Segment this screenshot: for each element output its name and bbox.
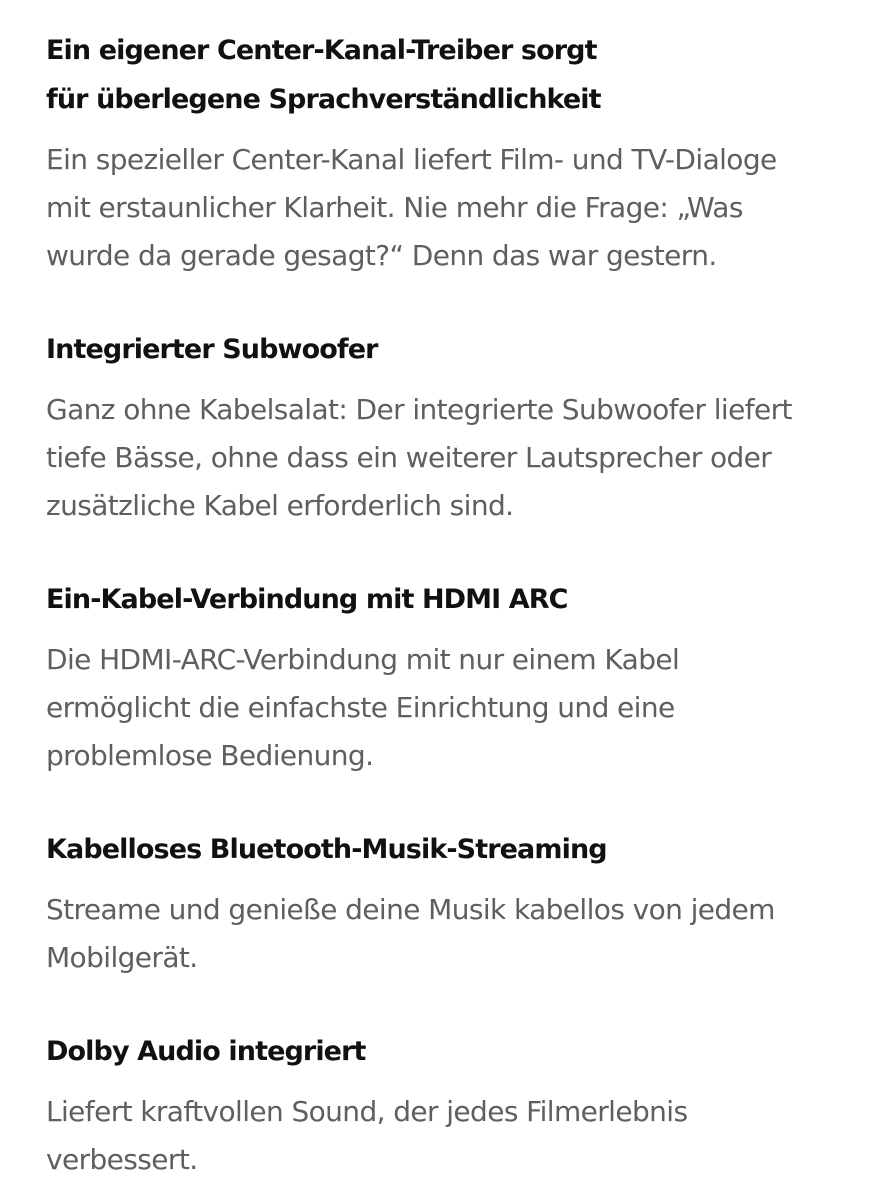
feature-subwoofer bbox=[46, 325, 846, 530]
feature-title bbox=[46, 1027, 846, 1076]
feature-title-line: für überlegene Sprachverständlichkeit bbox=[46, 84, 601, 115]
feature-title bbox=[46, 825, 846, 874]
feature-title-line: Ein-Kabel-Verbindung mit HDMI ARC bbox=[46, 584, 568, 615]
feature-title-line: Integrierter Subwoofer bbox=[46, 334, 378, 365]
feature-title bbox=[46, 575, 846, 624]
feature-description-line: Ein spezieller Center-Kanal liefert Film- und TV-Dialoge bbox=[46, 143, 777, 176]
feature-bluetooth-streaming bbox=[46, 825, 846, 982]
feature-title bbox=[46, 26, 846, 124]
feature-description-line: Mobilgerät. bbox=[46, 941, 198, 974]
feature-description bbox=[46, 386, 846, 530]
feature-description-line: wurde da gerade gesagt?“ Denn das war gestern. bbox=[46, 239, 717, 272]
feature-description-line: problemlose Bedienung. bbox=[46, 739, 374, 772]
feature-description bbox=[46, 136, 846, 280]
feature-description bbox=[46, 1088, 846, 1184]
feature-description bbox=[46, 636, 846, 780]
feature-title-line: Dolby Audio integriert bbox=[46, 1036, 366, 1067]
feature-title-line: Ein eigener Center-Kanal-Treiber sorgt bbox=[46, 35, 597, 66]
feature-description-line: Liefert kraftvollen Sound, der jedes Filmerlebnis bbox=[46, 1095, 688, 1128]
feature-description-line: tiefe Bässe, ohne dass ein weiterer Lautsprecher oder bbox=[46, 441, 772, 474]
feature-description-line: zusätzliche Kabel erforderlich sind. bbox=[46, 489, 514, 522]
feature-description-line: verbessert. bbox=[46, 1143, 198, 1176]
feature-dolby-audio bbox=[46, 1027, 846, 1184]
feature-description-line: Ganz ohne Kabelsalat: Der integrierte Subwoofer liefert bbox=[46, 393, 792, 426]
feature-description-line: ermöglicht die einfachste Einrichtung und eine bbox=[46, 691, 675, 724]
feature-title bbox=[46, 325, 846, 374]
feature-center-channel bbox=[46, 26, 846, 280]
feature-description bbox=[46, 886, 846, 982]
feature-description-line: Die HDMI-ARC-Verbindung mit nur einem Kabel bbox=[46, 643, 680, 676]
feature-hdmi-arc bbox=[46, 575, 846, 780]
feature-title-line: Kabelloses Bluetooth-Musik-Streaming bbox=[46, 834, 607, 865]
feature-description-line: Streame und genieße deine Musik kabellos von jedem bbox=[46, 893, 775, 926]
feature-description-line: mit erstaunlicher Klarheit. Nie mehr die Frage: „Was bbox=[46, 191, 743, 224]
